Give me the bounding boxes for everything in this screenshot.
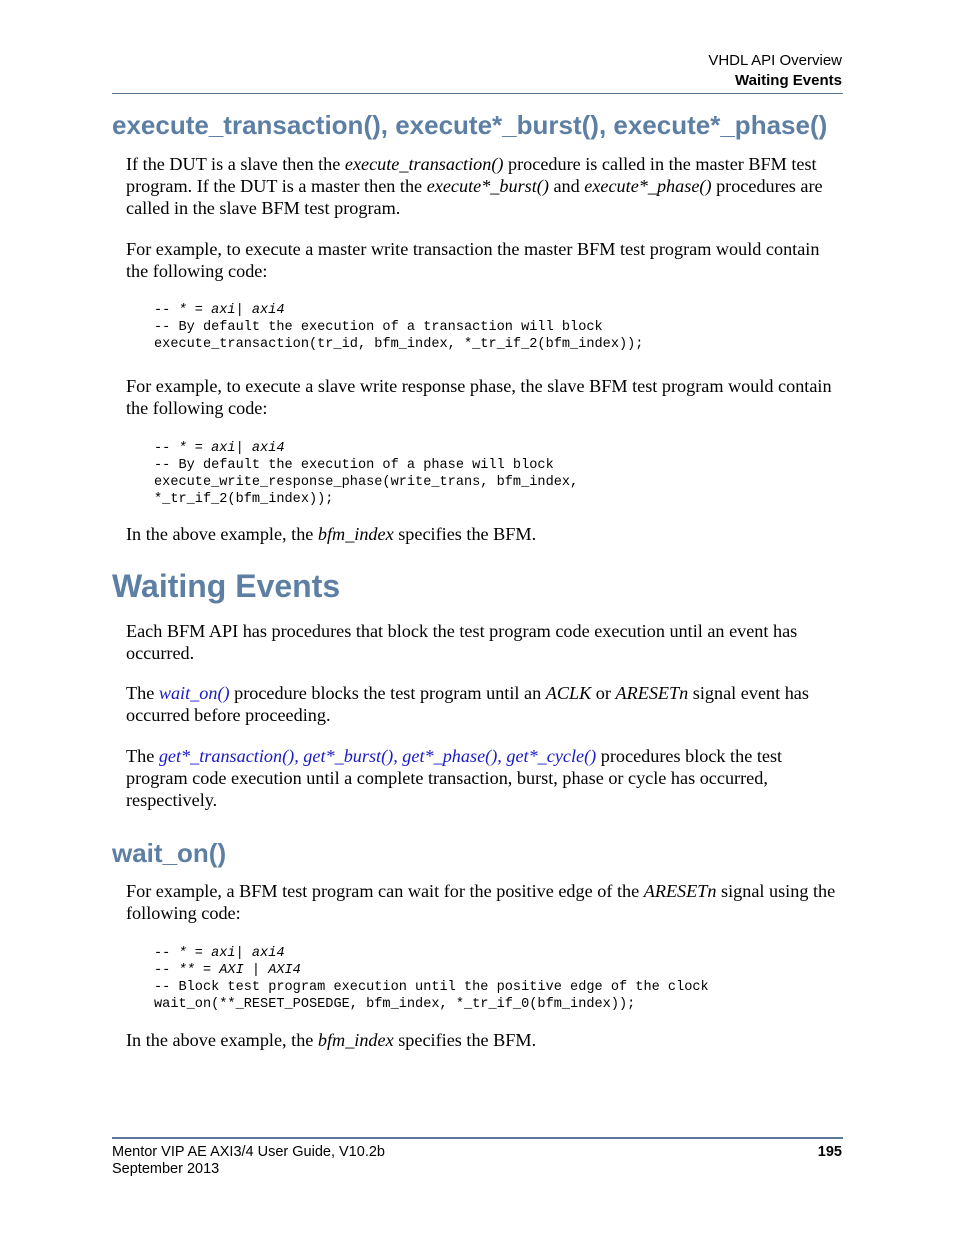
code-line: -- By default the execution of a phase will block xyxy=(154,458,554,473)
page-number: 195 xyxy=(817,1144,842,1160)
paragraph-wait-on: The wait_on() procedure blocks the test program until an ACLK or ARESETn signal event has occurred before proceeding. xyxy=(126,683,809,725)
code-line: execute_write_response_phase(write_trans, bfm_index, xyxy=(154,475,579,490)
paragraph-master-example: For example, to execute a master write transaction the master BFM test program would contain the following code: xyxy=(126,239,820,281)
paragraph-get-procedures: The get*_transaction(), get*_burst(), get*_phase(), get*_cycle() procedures block the test program code execution until a complete transaction, burst, phase or cycle has occurred, respectively. xyxy=(126,746,783,810)
running-header-section: Waiting Events xyxy=(735,72,842,89)
footer-date: September 2013 xyxy=(112,1161,220,1177)
paragraph-execute-intro: If the DUT is a slave then the execute_transaction() procedure is called in the master BFM test program. If the DUT is a master then the execute*_burst() and execute*_phase() procedures are called in the slave BFM test program. xyxy=(126,154,823,218)
footer-rule xyxy=(112,1137,843,1139)
section-heading-waiting-events: Waiting Events xyxy=(112,568,341,604)
header-rule xyxy=(112,93,843,94)
paragraph-bfm-index-note: In the above example, the bfm_index specifies the BFM. xyxy=(126,524,537,544)
code-block-wait-on xyxy=(154,945,709,1013)
code-line: -- * = axi| axi4 xyxy=(154,303,285,318)
paragraph-bfm-index-note-2: In the above example, the bfm_index specifies the BFM. xyxy=(126,1030,537,1050)
code-block-master-write xyxy=(154,302,643,353)
get-procedures-link[interactable]: get*_transaction(), get*_burst(), get*_phase(), get*_cycle() xyxy=(158,746,597,766)
code-line: wait_on(**_RESET_POSEDGE, bfm_index, *_tr_if_0(bfm_index)); xyxy=(154,997,636,1012)
code-line: -- Block test program execution until the positive edge of the clock xyxy=(154,980,709,995)
wait-on-link[interactable]: wait_on() xyxy=(158,683,230,703)
paragraph-wait-on-example: For example, a BFM test program can wait for the positive edge of the ARESETn signal using the following code: xyxy=(126,881,836,923)
code-line: execute_transaction(tr_id, bfm_index, *_tr_if_2(bfm_index)); xyxy=(154,337,644,352)
section-heading-execute: execute_transaction(), execute*_burst(), execute*_phase() xyxy=(112,110,828,140)
paragraph-waiting-intro: Each BFM API has procedures that block the test program code execution until an event has occurred. xyxy=(126,621,798,663)
code-line: -- * = axi| axi4 xyxy=(154,441,285,456)
paragraph-slave-example: For example, to execute a slave write response phase, the slave BFM test program would contain the following code: xyxy=(126,376,832,418)
running-header-chapter: VHDL API Overview xyxy=(708,52,842,69)
code-line: *_tr_if_2(bfm_index)); xyxy=(154,492,334,507)
code-block-slave-response xyxy=(154,440,578,508)
code-line: -- * = axi| axi4 xyxy=(154,946,285,961)
footer-title: Mentor VIP AE AXI3/4 User Guide, V10.2b xyxy=(112,1144,385,1160)
section-heading-wait-on: wait_on() xyxy=(112,838,227,868)
code-line: -- By default the execution of a transaction will block xyxy=(154,320,603,335)
code-line: -- ** = AXI | AXI4 xyxy=(154,963,301,978)
